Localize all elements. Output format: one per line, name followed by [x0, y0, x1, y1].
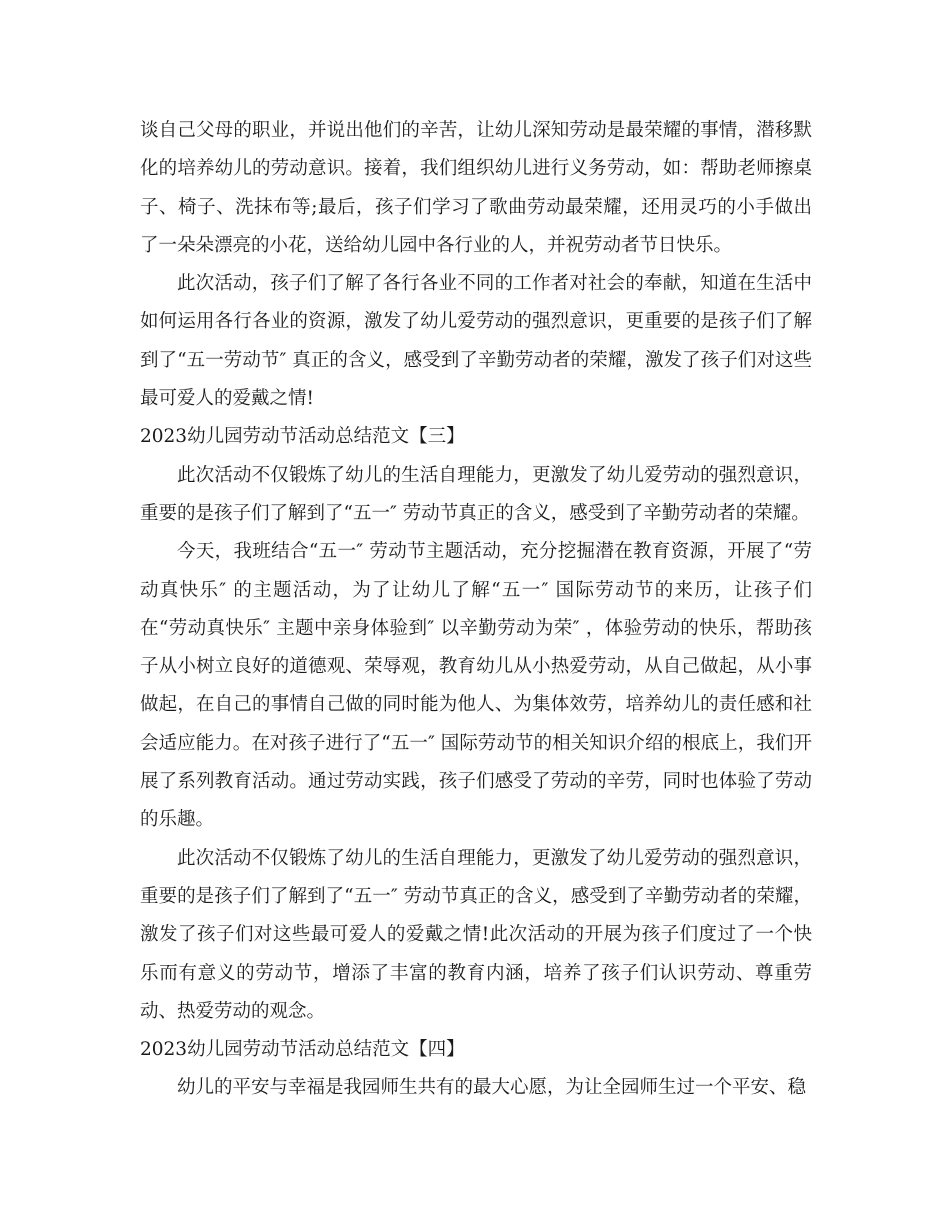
body-paragraph: 谈自己父母的职业，并说出他们的辛苦，让幼儿深知劳动是最荣耀的事情，潜移默化的培养幼儿的劳动意识。接着，我们组织幼儿进行义务劳动，如：帮助老师擦桌子、椅子、洗抹布等;最后，孩子们学习了歌曲劳动最荣耀，还用灵巧的小手做出了一朵朵漂亮的小花，送给幼儿园中各行业的人，并祝劳动者节日快乐。 [140, 120, 812, 256]
section-heading: 2023幼儿园劳动节活动总结范文【四】 [140, 1039, 465, 1061]
body-paragraph: 此次活动不仅锻炼了幼儿的生活自理能力，更激发了幼儿爱劳动的强烈意识，重要的是孩子们了解到了“五一″ 劳动节真正的含义，感受到了辛勤劳动者的荣耀。 [140, 464, 812, 524]
body-paragraph: 幼儿的平安与幸福是我园师生共有的最大心愿，为让全园师生过一个平安、稳 [177, 1077, 807, 1099]
body-paragraph: 此次活动不仅锻炼了幼儿的生活自理能力，更激发了幼儿爱劳动的强烈意识，重要的是孩子们了解到了“五一″ 劳动节真正的含义，感受到了辛勤劳动者的荣耀，激发了孩子们对这些最可爱人的爱戴之情!此次活动的开展为孩子们度过了一个快乐而有意义的劳动节，增添了丰富的教育内涵，培养了孩子们认识劳动、尊重劳动、热爱劳动的观念。 [140, 847, 812, 1022]
body-paragraph: 今天，我班结合“五一″ 劳动节主题活动，充分挖掘潜在教育资源，开展了“劳动真快乐″ 的主题活动，为了让幼儿了解“五一″ 国际劳动节的来历，让孩子们在“劳动真快乐″ 主题中亲身体验到″ 以辛勤劳动为荣″ ，体验劳动的快乐，帮助孩子从小树立良好的道德观、荣辱观，教育幼儿从小热爱劳动，从自己做起，从小事做起，在自己的事情自己做的同时能为他人、为集体效劳，培养幼儿的责任感和社会适应能力。在对孩子进行了“五一″ 国际劳动节的相关知识介绍的根底上，我们开展了系列教育活动。通过劳动实践，孩子们感受了劳动的辛劳，同时也体验了劳动的乐趣。 [140, 541, 812, 831]
body-paragraph: 此次活动，孩子们了解了各行各业不同的工作者对社会的奉献，知道在生活中如何运用各行各业的资源，激发了幼儿爱劳动的强烈意识，更重要的是孩子们了解到了“五一劳动节″ 真正的含义，感受到了辛勤劳动者的荣耀，激发了孩子们对这些最可爱人的爱戴之情! [140, 273, 812, 410]
section-heading: 2023幼儿园劳动节活动总结范文【三】 [140, 426, 465, 448]
document-body [140, 112, 812, 1108]
